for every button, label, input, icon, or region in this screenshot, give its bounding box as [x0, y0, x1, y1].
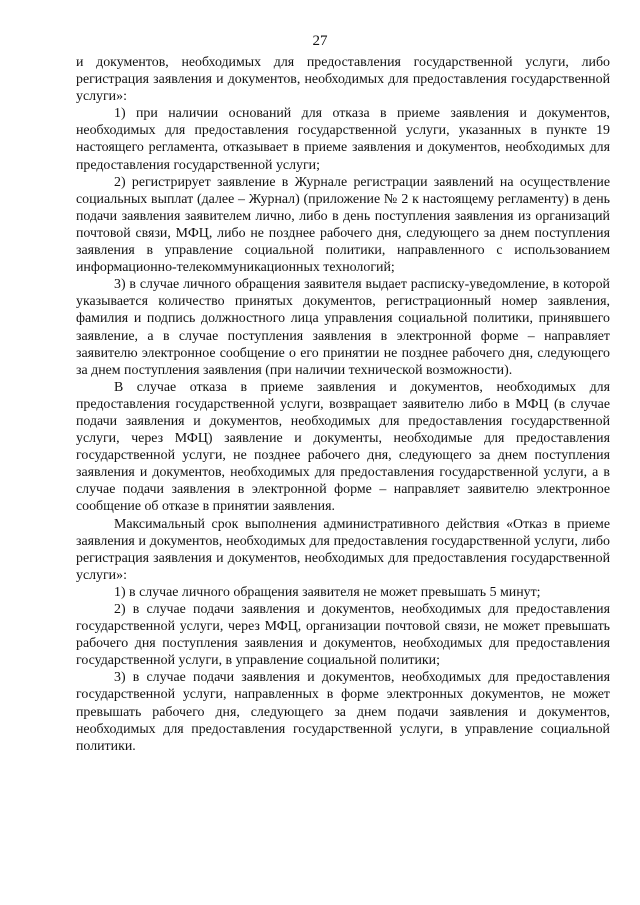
paragraph-term-item-3: 3) в случае подачи заявления и документов, необходимых для предоставления государственной услуги, направленных в форме электронных документов, не может превышать рабочего дня, следующего за днем подачи заявления и документов, необходимых для предоставления государственной услуги, в управление социальной политики. [76, 670, 610, 754]
paragraph-item-3-receipt: 3) в случае личного обращения заявителя выдает расписку-уведомление, в которой указывается количество принятых документов, регистрационный номер заявления, фамилия и подпись должностного лица управления социальной политики, принявшего заявление, а в случае поступления заявления в электронной форме – направляет заявителю электронное сообщение о его принятии не позднее рабочего дня, следующего за днем поступления заявления (при наличии технической возможности). [76, 277, 610, 378]
paragraph-item-1-refusal: 1) при наличии оснований для отказа в приеме заявления и документов, необходимых для предоставления государственной услуги, указанных в пункте 19 настоящего регламента, отказывает в приеме заявления и документов, необходимых для предоставления государственной услуги; [76, 106, 610, 173]
paragraph-term-item-1: 1) в случае личного обращения заявителя не может превышать 5 минут; [114, 584, 541, 600]
page-body [76, 54, 610, 755]
paragraph-refusal-return: В случае отказа в приеме заявления и документов, необходимых для предоставления государственной услуги, возвращает заявителю либо в МФЦ (в случае подачи заявления и документов, необходимых для предоставления государственной услуги, через МФЦ) заявление и документы, необходимые для предоставления государственной услуги, не позднее рабочего дня, следующего за днем поступления заявления и документов, необходимых для предоставления государственной услуги, а в случае подачи заявления в электронной форме – направляет заявителю электронное сообщение об отказе в принятии заявления. [76, 379, 610, 515]
paragraph-item-2-registration: 2) регистрирует заявление в Журнале регистрации заявлений на осуществление социальных выплат (далее – Журнал) (приложение № 2 к настоящему регламенту) в день подачи заявления заявителем лично, либо в день поступления заявления из организаций почтовой связи, МФЦ, либо не позднее рабочего дня, следующего за днем поступления заявления в управление социальной политики, направленного с использованием информационно-телекоммуникационных технологий; [76, 174, 610, 276]
page-number: 27 [312, 33, 328, 49]
paragraph-max-term: Максимальный срок выполнения административного действия «Отказ в приеме заявления и документов, необходимых для предоставления государственной услуги, либо регистрация заявления и документов, необходимых для предоставления государственной услуги»: [76, 516, 610, 583]
paragraph-continuation: и документов, необходимых для предоставления государственной услуги, либо регистрация заявления и документов, необходимых для предоставления государственной услуги»: [76, 55, 610, 105]
paragraph-term-item-2: 2) в случае подачи заявления и документов, необходимых для предоставления государственной услуги, через МФЦ, организации почтовой связи, не может превышать рабочего дня поступления заявления и документов, необходимых для предоставления государственной услуги, в управление социальной политики; [76, 602, 610, 669]
